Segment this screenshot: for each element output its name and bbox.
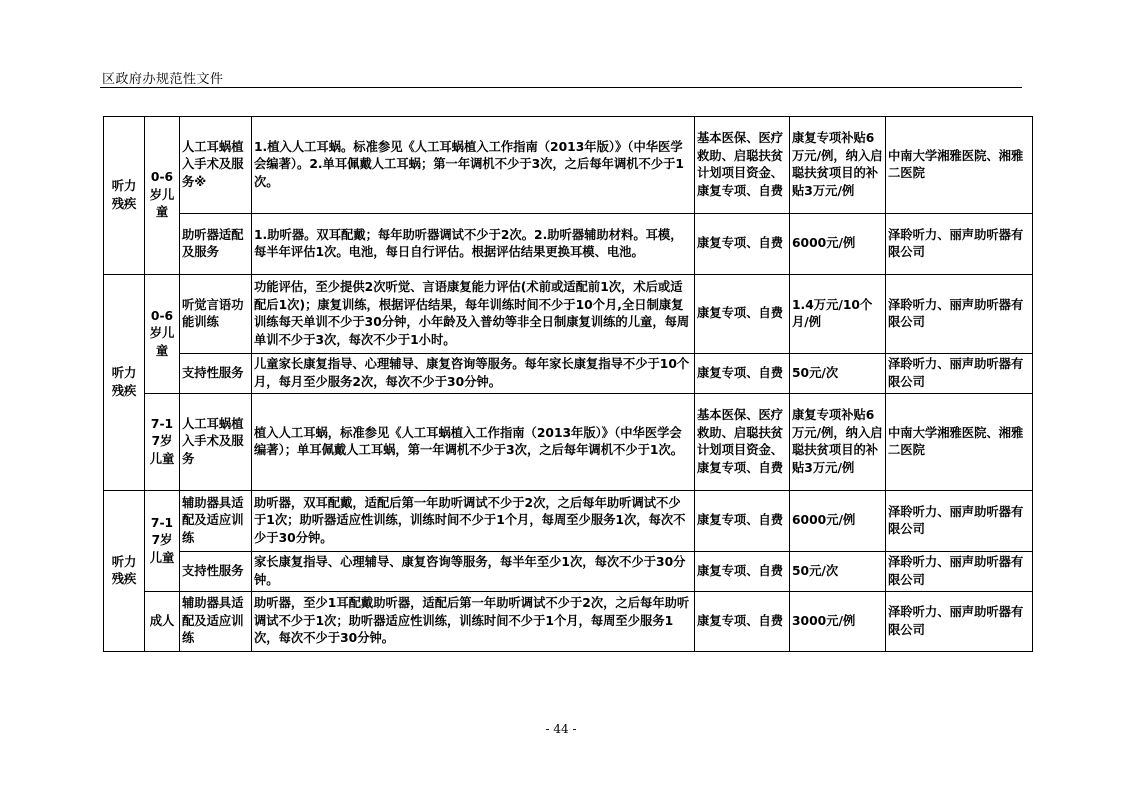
project-cell: 支持性服务 bbox=[180, 354, 252, 394]
content-cell: 助听器，至少1耳配戴助听器，适配后第一年助听调试不少于2次，之后每年助听调试不少于1次；助听器适应性训练，训练时间不少于1个月，每周至少服务1次，每次不少于30分钟。 bbox=[252, 592, 695, 652]
page-header-title: 区政府办规范性文件 bbox=[102, 72, 224, 87]
funding-cell: 康复专项、自费 bbox=[695, 275, 790, 354]
provider-cell: 泽聆听力、丽声助听器有限公司 bbox=[886, 491, 1033, 552]
provider-cell: 中南大学湘雅医院、湘雅二医院 bbox=[886, 117, 1033, 214]
content-cell: 1.助听器。双耳配戴；每年助听器调试不少于2次。2.助听器辅助材料。耳模，每半年评估1次。电池，每日自行评估。根据评估结果更换耳模、电池。 bbox=[252, 214, 695, 275]
content-cell: 1.植入人工耳蜗。标准参见《人工耳蜗植入工作指南（2013年版）》（中华医学会编著）。2.单耳佩戴人工耳蜗；第一年调机不少于3次，之后每年调机不少于1次。 bbox=[252, 117, 695, 214]
provider-cell: 泽聆听力、丽声助听器有限公司 bbox=[886, 354, 1033, 394]
provider-cell: 泽聆听力、丽声助听器有限公司 bbox=[886, 592, 1033, 652]
standard-cell: 6000元/例 bbox=[790, 214, 886, 275]
table-row bbox=[104, 354, 1033, 394]
funding-cell: 基本医保、医疗救助、启聪扶贫计划项目资金、康复专项、自费 bbox=[695, 117, 790, 214]
project-cell: 辅助器具适配及适应训练 bbox=[180, 592, 252, 652]
project-cell: 人工耳蜗植入手术及服务 bbox=[180, 394, 252, 491]
content-cell: 家长康复指导、心理辅导、康复咨询等服务，每半年至少1次，每次不少于30分钟。 bbox=[252, 552, 695, 592]
content-cell: 功能评估，至少提供2次听觉、言语康复能力评估(术前或适配前1次，术后或适配后1次)；康复训练，根据评估结果，每年训练时间不少于10个月,全日制康复训练每天单训不少于30分钟，小年龄及入普幼等非全日制康复训练的儿童，每周单训不少于3次，每次不少于1小时。 bbox=[252, 275, 695, 354]
disability-type-cell: 听力残疾 bbox=[104, 491, 145, 652]
standard-cell: 1.4万元/10个月/例 bbox=[790, 275, 886, 354]
standard-cell: 50元/次 bbox=[790, 354, 886, 394]
funding-cell: 康复专项、自费 bbox=[695, 592, 790, 652]
provider-cell: 泽聆听力、丽声助听器有限公司 bbox=[886, 552, 1033, 592]
age-group-cell: 0-6岁儿童 bbox=[145, 117, 180, 275]
content-cell: 儿童家长康复指导、心理辅导、康复咨询等服务。每年家长康复指导不少于10个月，每月至少服务2次，每次不少于30分钟。 bbox=[252, 354, 695, 394]
standard-cell: 3000元/例 bbox=[790, 592, 886, 652]
funding-cell: 康复专项、自费 bbox=[695, 552, 790, 592]
page-number: - 44 - bbox=[545, 722, 577, 736]
project-cell: 辅助器具适配及适应训练 bbox=[180, 491, 252, 552]
project-cell: 助听器适配及服务 bbox=[180, 214, 252, 275]
funding-cell: 康复专项、自费 bbox=[695, 491, 790, 552]
disability-type-cell: 听力残疾 bbox=[104, 275, 145, 491]
content-cell: 助听器，双耳配戴，适配后第一年助听调试不少于2次，之后每年助听调试不少于1次；助听器适应性训练，训练时间不少于1个月，每周至少服务1次，每次不少于30分钟。 bbox=[252, 491, 695, 552]
table-row bbox=[104, 552, 1033, 592]
standard-cell: 50元/次 bbox=[790, 552, 886, 592]
age-group-cell: 7-17岁儿童 bbox=[145, 394, 180, 491]
content-cell: 植入人工耳蜗，标准参见《人工耳蜗植入工作指南（2013年版）》（中华医学会编著）；单耳佩戴人工耳蜗，第一年调机不少于3次，之后每年调机不少于1次。 bbox=[252, 394, 695, 491]
age-group-cell: 成人 bbox=[145, 592, 180, 652]
funding-cell: 康复专项、自费 bbox=[695, 354, 790, 394]
header-divider bbox=[100, 87, 1022, 88]
age-group-cell: 7-17岁儿童 bbox=[145, 491, 180, 592]
standard-cell: 康复专项补贴6万元/例，纳入启聪扶贫项目的补贴3万元/例 bbox=[790, 117, 886, 214]
table-row bbox=[104, 592, 1033, 652]
project-cell: 支持性服务 bbox=[180, 552, 252, 592]
services-table bbox=[103, 116, 1033, 652]
standard-cell: 6000元/例 bbox=[790, 491, 886, 552]
project-cell: 听觉言语功能训练 bbox=[180, 275, 252, 354]
project-cell: 人工耳蜗植入手术及服务※ bbox=[180, 117, 252, 214]
disability-type-cell: 听力残疾 bbox=[104, 117, 145, 275]
funding-cell: 基本医保、医疗救助、启聪扶贫计划项目资金、康复专项、自费 bbox=[695, 394, 790, 491]
table-row bbox=[104, 117, 1033, 214]
funding-cell: 康复专项、自费 bbox=[695, 214, 790, 275]
table-row bbox=[104, 491, 1033, 552]
table-row bbox=[104, 275, 1033, 354]
table-row bbox=[104, 394, 1033, 491]
standard-cell: 康复专项补贴6万元/例，纳入启聪扶贫项目的补贴3万元/例 bbox=[790, 394, 886, 491]
provider-cell: 泽聆听力、丽声助听器有限公司 bbox=[886, 275, 1033, 354]
table-row bbox=[104, 214, 1033, 275]
age-group-cell: 0-6岁儿童 bbox=[145, 275, 180, 394]
provider-cell: 中南大学湘雅医院、湘雅二医院 bbox=[886, 394, 1033, 491]
provider-cell: 泽聆听力、丽声助听器有限公司 bbox=[886, 214, 1033, 275]
